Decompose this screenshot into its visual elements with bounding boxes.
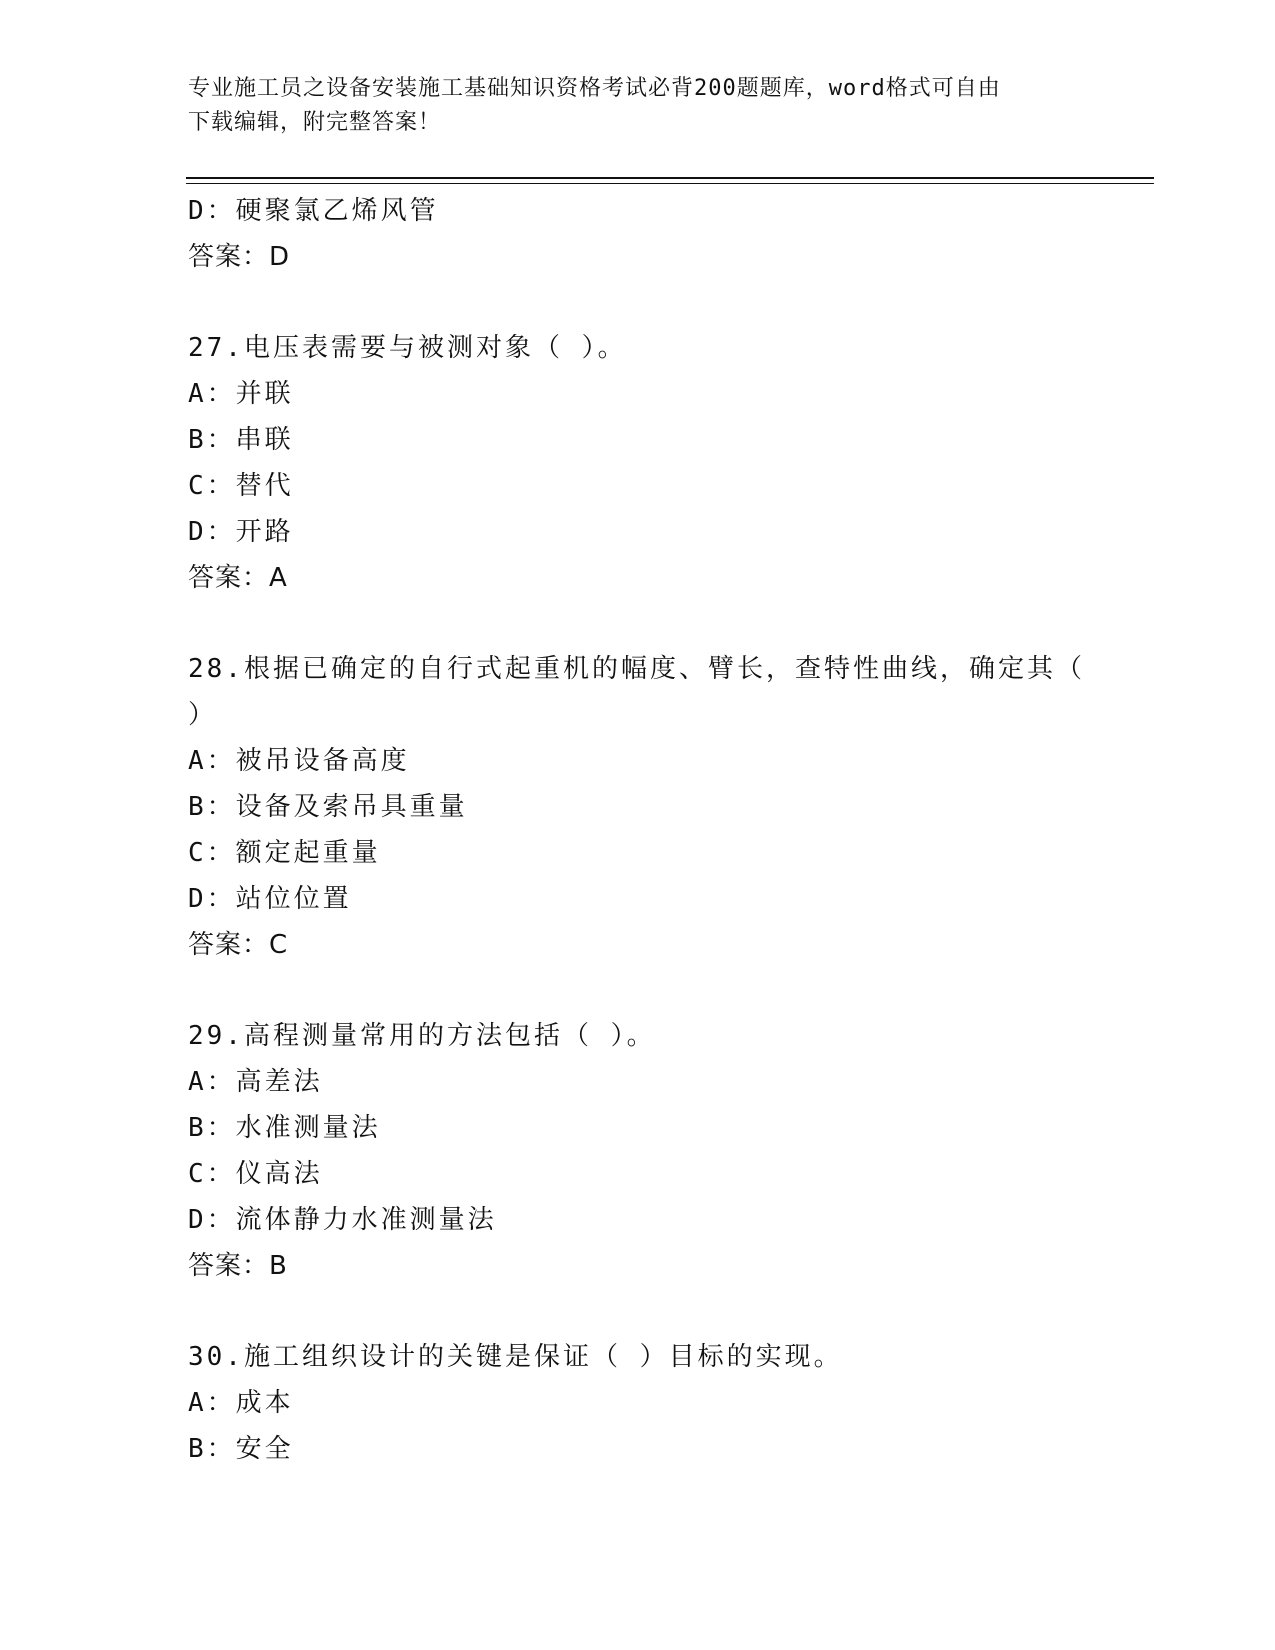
option-a: A：被吊设备高度 [188,746,410,776]
header-divider-thin [186,183,1154,184]
question-list [188,188,1088,1472]
header-divider-thick [186,177,1154,179]
header-line-2: 下载编辑，附完整答案！ [188,110,442,135]
option-a: A：成本 [188,1388,294,1418]
question-stem: 28.根据已确定的自行式起重机的幅度、臂长，查特性曲线，确定其（ [188,654,1085,684]
option-c: C：额定起重量 [188,838,381,868]
option-c: C：仪高法 [188,1159,323,1189]
question-stem: 27.电压表需要与被测对象（ ）。 [188,333,627,363]
option-d: D：流体静力水准测量法 [188,1205,497,1235]
option-b: B：串联 [188,425,294,455]
document-header [188,72,1088,140]
option-d: D：开路 [188,517,294,547]
option-c: C：替代 [188,471,294,501]
header-line-1: 专业施工员之设备安装施工基础知识资格考试必背200题题库，word格式可自由 [188,76,1001,101]
answer-line: 答案：B [188,1251,288,1281]
option-b: B：设备及索吊具重量 [188,792,468,822]
option-d: D：硬聚氯乙烯风管 [188,196,439,226]
option-b: B：安全 [188,1434,294,1464]
option-a: A：并联 [188,379,294,409]
option-d: D：站位位置 [188,884,352,914]
question-stem-continuation: ） [188,700,218,730]
question-stem: 30.施工组织设计的关键是保证（ ）目标的实现。 [188,1342,843,1372]
option-a: A：高差法 [188,1067,323,1097]
answer-line: 答案：A [188,563,288,593]
answer-line: 答案：D [188,242,291,272]
question-stem: 29.高程测量常用的方法包括（ ）。 [188,1021,656,1051]
option-b: B：水准测量法 [188,1113,381,1143]
answer-line: 答案：C [188,930,289,960]
